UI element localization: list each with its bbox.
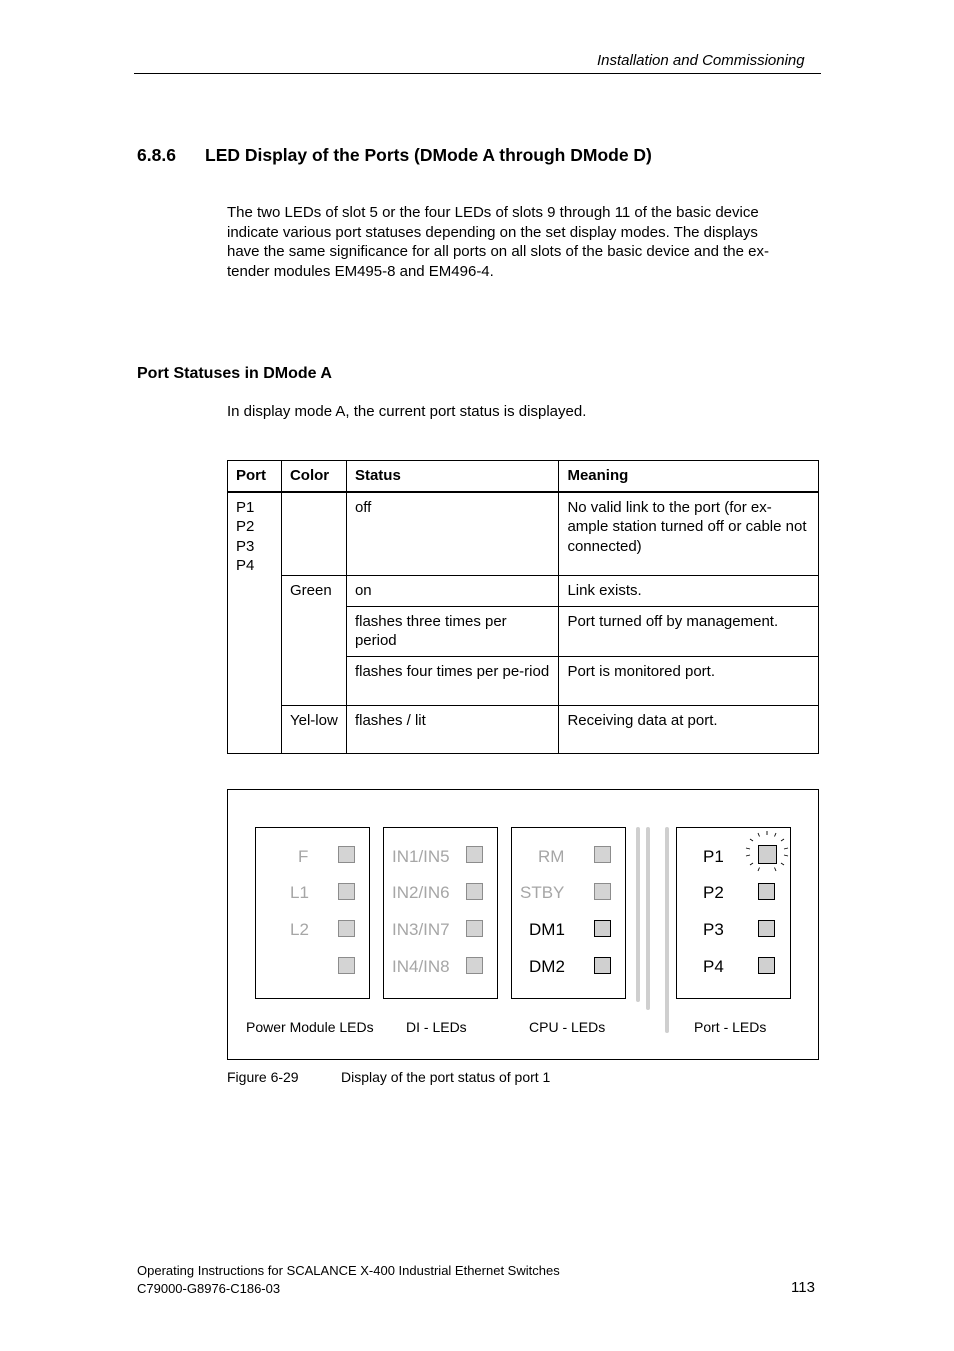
led-label-l1: L1 (290, 883, 309, 902)
led-indicator (594, 920, 611, 937)
caption-di: DI - LEDs (406, 1019, 467, 1035)
led-label-in2: IN2/IN6 (392, 883, 450, 902)
meaning-cell: Port turned off by management. (559, 606, 819, 656)
led-indicator (594, 846, 611, 863)
led-indicator (466, 957, 483, 974)
status-cell: flashes three times per period (346, 606, 559, 656)
header-status: Status (346, 461, 559, 492)
port-cell (228, 492, 282, 754)
status-cell: flashes / lit (346, 705, 559, 753)
led-label-in3: IN3/IN7 (392, 920, 450, 939)
led-label-f: F (298, 847, 309, 866)
header-meaning: Meaning (559, 461, 819, 492)
led-label-stby: STBY (520, 883, 565, 902)
led-indicator (758, 957, 775, 974)
led-indicator (594, 957, 611, 974)
meaning-cell: Link exists. (559, 576, 819, 607)
table-row (228, 492, 819, 576)
header-rule (134, 73, 821, 74)
color-cell (281, 492, 346, 576)
intro-line: The two LEDs of slot 5 or the four LEDs of slots 9 through 11 of the basic device (227, 204, 759, 221)
caption-power-module: Power Module LEDs (246, 1019, 374, 1035)
figure-caption: Display of the port status of port 1 (341, 1069, 551, 1085)
slot-divider (646, 827, 650, 1010)
led-label-in4: IN4/IN8 (392, 957, 450, 976)
led-indicator (758, 920, 775, 937)
status-cell: flashes four times per pe-riod (346, 656, 559, 705)
caption-cpu: CPU - LEDs (529, 1019, 606, 1035)
intro-line: have the same significance for all ports on all slots of the basic device and the ex- (227, 243, 769, 260)
led-indicator (758, 883, 775, 900)
led-label-rm: RM (538, 847, 565, 866)
port-label: P3 (236, 537, 255, 555)
led-label-p3: P3 (703, 920, 724, 939)
led-indicator (466, 920, 483, 937)
led-indicator (338, 883, 355, 900)
port-label: P1 (236, 498, 255, 516)
meaning-cell: Receiving data at port. (559, 705, 819, 753)
led-indicator (466, 846, 483, 863)
subsection-heading: Port Statuses in DMode A (137, 365, 332, 382)
section-title: LED Display of the Ports (DMode A through DMode D) (205, 145, 652, 165)
meaning-cell: No valid link to the port (for ex-ample station turned off or cable not connected) (559, 492, 819, 576)
table-row (228, 576, 819, 607)
led-label-p4: P4 (703, 957, 724, 976)
page-number: 113 (791, 1279, 815, 1296)
status-cell: on (346, 576, 559, 607)
led-label-dm2: DM2 (529, 957, 565, 976)
led-label-l2: L2 (290, 920, 309, 939)
figure-number: Figure 6-29 (227, 1069, 299, 1085)
header-color: Color (281, 461, 346, 492)
port-label: P4 (236, 557, 255, 574)
color-cell: Yel-low (281, 705, 346, 753)
led-indicator (466, 883, 483, 900)
slot-divider (636, 827, 640, 1002)
port-label: P2 (236, 518, 255, 535)
led-label-in1: IN1/IN5 (392, 847, 450, 866)
subsection-text: In display mode A, the current port status is displayed. (227, 403, 587, 420)
slot-divider (665, 827, 669, 1033)
led-indicator (338, 846, 355, 863)
footer-document-number: C79000-G8976-C186-03 (137, 1281, 281, 1296)
caption-port: Port - LEDs (694, 1019, 767, 1035)
running-header: Installation and Commissioning (597, 52, 805, 69)
led-label-p1: P1 (703, 847, 724, 866)
led-label-p2: P2 (703, 883, 724, 902)
led-indicator (338, 920, 355, 937)
intro-line: tender modules EM495-8 and EM496-4. (227, 262, 494, 280)
footer-document-title: Operating Instructions for SCALANCE X-400 Industrial Ethernet Switches (137, 1263, 560, 1278)
led-indicator (338, 957, 355, 974)
led-label-dm1: DM1 (529, 920, 565, 939)
port-status-table (227, 460, 819, 754)
status-cell: off (346, 492, 559, 576)
meaning-cell: Port is monitored port. (559, 656, 819, 705)
led-indicator (594, 883, 611, 900)
section-number: 6.8.6 (137, 145, 176, 165)
led-indicator-p1-flashing (758, 845, 777, 864)
intro-paragraph (227, 203, 819, 281)
header-port: Port (228, 461, 282, 492)
table-row (228, 705, 819, 753)
table-header-row (228, 461, 819, 492)
intro-line: indicate various port statuses depending on the set display modes. The displays (227, 223, 758, 241)
color-cell: Green (281, 576, 346, 706)
